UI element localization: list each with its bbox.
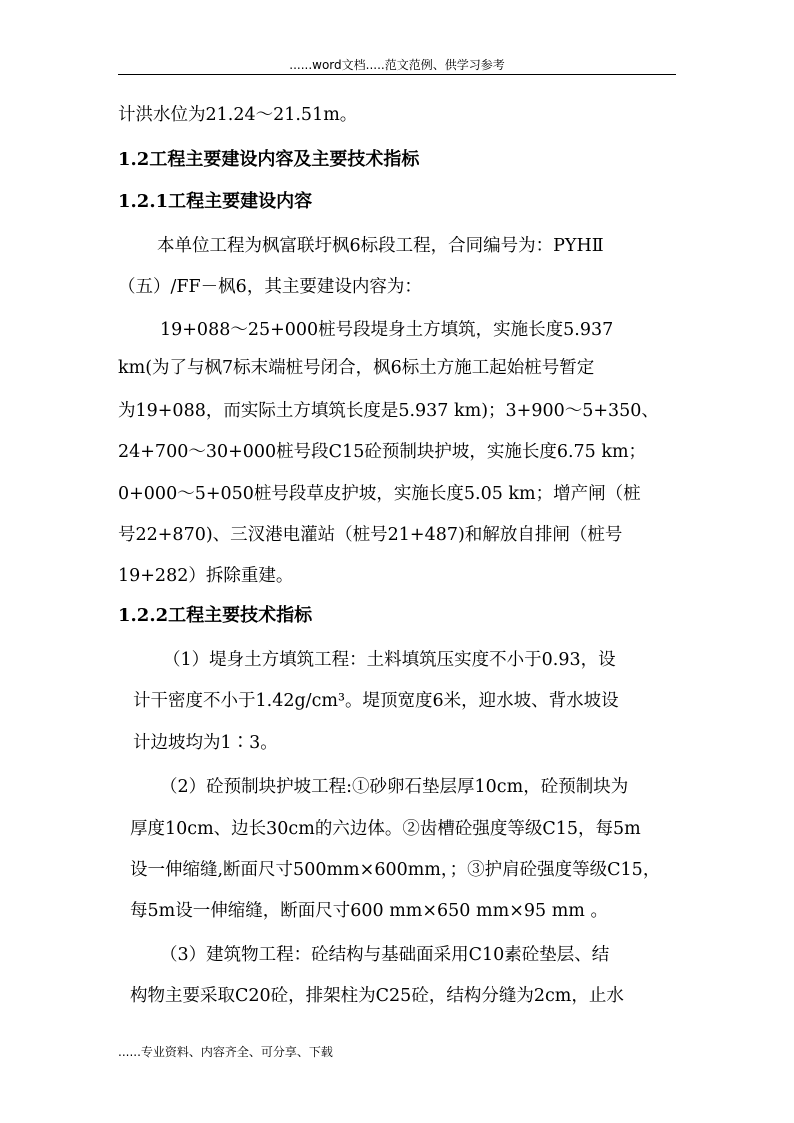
page-header: ......word文档.....范文范例、供学习参考 (289, 58, 505, 72)
body-line: 0+000～5+050桩号段草皮护坡，实施长度5.05 km；增产闸（桩 (118, 484, 641, 504)
body-line: 24+700～30+000桩号段C15砼预制块护坡，实施长度6.75 km； (118, 442, 647, 462)
body-line: 本单位工程为枫富联圩枫6标段工程，合同编号为：PYHⅡ (157, 236, 604, 256)
body-line: （1）堤身土方填筑工程：土料填筑压实度不小于0.93，设 (163, 650, 616, 670)
body-line: 号22+870)、三汊港电灌站（桩号21+487)和解放自排闸（桩号 (118, 525, 623, 545)
subsection-heading: 1.2.2工程主要技术指标 (118, 605, 313, 626)
body-line: 计洪水位为21.24～21.51m。 (118, 105, 358, 125)
body-line: （3）建筑物工程：砼结构与基础面采用C10素砼垫层、结 (160, 945, 610, 965)
body-line: 计边坡均为1∶3。 (133, 733, 278, 753)
body-line: 计干密度不小于1.42g/cm³。堤顶宽度6米，迎水坡、背水坡设 (133, 691, 619, 711)
body-line: 厚度10cm、边长30cm的六边体。②齿槽砼强度等级C15，每5m (130, 819, 641, 839)
subsection-heading: 1.2.1工程主要建设内容 (118, 191, 313, 212)
page-footer: ......专业资料、内容齐全、可分享、下载 (118, 1045, 333, 1059)
body-line: 每5m设一伸缩缝，断面尺寸600 mm×650 mm×95 mm 。 (130, 901, 608, 921)
section-heading: 1.2工程主要建设内容及主要技术指标 (118, 149, 420, 170)
body-line: （五）/FF－枫6，其主要建设内容为： (118, 277, 422, 297)
body-line: km(为了与枫7标末端桩号闭合，枫6标土方施工起始桩号暂定 (118, 358, 595, 378)
body-line: 19+282）拆除重建。 (118, 566, 294, 586)
body-line: 19+088～25+000桩号段堤身土方填筑，实施长度5.937 (160, 320, 614, 340)
header-rule (118, 74, 676, 75)
body-line: （2）砼预制块护坡工程:①砂卵石垫层厚10cm，砼预制块为 (160, 777, 629, 797)
body-line: 为19+088，而实际土方填筑长度是5.937 km)；3+900～5+350、 (118, 401, 659, 421)
body-line: 构物主要采取C20砼，排架柱为C25砼，结构分缝为2cm，止水 (130, 986, 624, 1006)
body-line: 设一伸缩缝,断面尺寸500mm×600mm，；③护肩砼强度等级C15， (130, 860, 661, 880)
